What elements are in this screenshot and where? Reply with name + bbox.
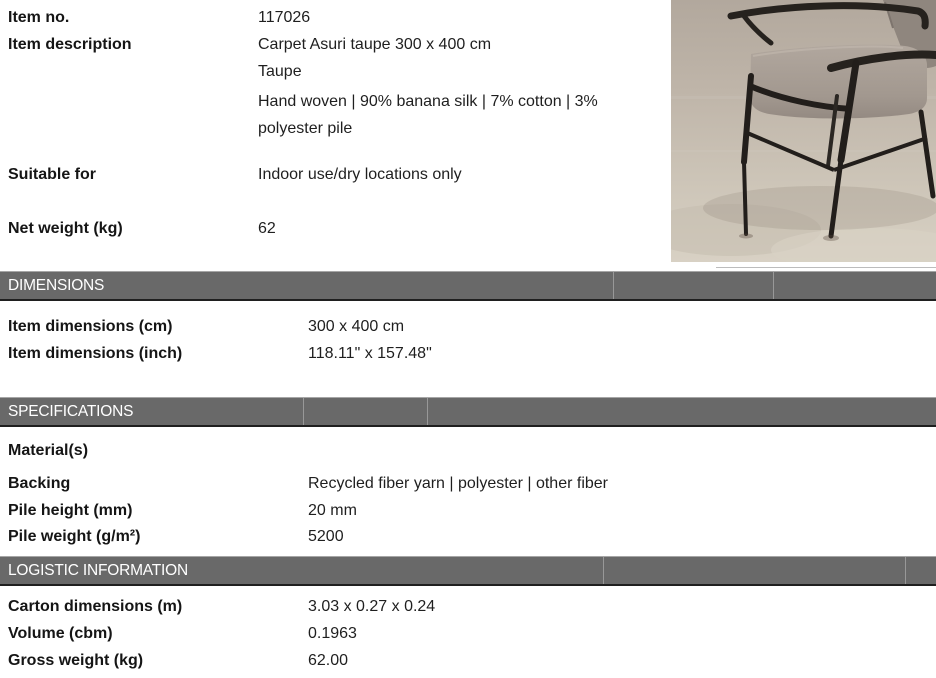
item-dimensions-cm-value: 300 x 400 cm — [308, 318, 405, 335]
column-divider — [773, 272, 774, 299]
column-divider — [603, 557, 604, 584]
suitable-for-label: Suitable for — [8, 166, 97, 183]
net-weight-value: 62 — [258, 220, 276, 237]
pile-height-label: Pile height (mm) — [8, 502, 133, 519]
item-description-line-1: Carpet Asuri taupe 300 x 400 cm — [258, 36, 492, 53]
section-header-dimensions — [0, 271, 936, 301]
column-divider — [427, 398, 428, 425]
product-photo — [671, 0, 936, 262]
materials-label: Material(s) — [8, 442, 89, 459]
carton-dimensions-value: 3.03 x 0.27 x 0.24 — [308, 598, 436, 615]
gross-weight-label: Gross weight (kg) — [8, 652, 144, 669]
dimensions-title: DIMENSIONS — [8, 277, 105, 294]
item-description-label: Item description — [8, 36, 132, 53]
gross-weight-value: 62.00 — [308, 652, 349, 669]
pile-weight-value: 5200 — [308, 528, 344, 545]
section-header-specifications — [0, 397, 936, 427]
pile-height-value: 20 mm — [308, 502, 357, 519]
volume-value: 0.1963 — [308, 625, 357, 642]
logistic-information-title: LOGISTIC INFORMATION — [8, 562, 188, 579]
suitable-for-value: Indoor use/dry locations only — [258, 166, 462, 183]
section-header-logistic-information — [0, 556, 936, 586]
item-no-label: Item no. — [8, 9, 70, 26]
backing-value: Recycled fiber yarn | polyester | other fiber — [308, 475, 608, 492]
carton-dimensions-label: Carton dimensions (m) — [8, 598, 183, 615]
column-divider — [303, 398, 304, 425]
item-no-value: 117026 — [258, 9, 311, 26]
specifications-title: SPECIFICATIONS — [8, 403, 134, 420]
armchair-illustration — [671, 0, 936, 262]
column-divider — [613, 272, 614, 299]
volume-label: Volume (cbm) — [8, 625, 113, 642]
item-dimensions-inch-value: 118.11" x 157.48" — [308, 345, 432, 362]
photo-underline — [716, 267, 936, 268]
item-description-line-3: Hand woven | 90% banana silk | 7% cotton | 3% polyester pile — [258, 93, 598, 137]
backing-label: Backing — [8, 475, 71, 492]
item-dimensions-inch-label: Item dimensions (inch) — [8, 345, 183, 362]
item-dimensions-cm-label: Item dimensions (cm) — [8, 318, 173, 335]
item-description-line-2: Taupe — [258, 63, 302, 80]
column-divider — [905, 557, 906, 584]
net-weight-label: Net weight (kg) — [8, 220, 123, 237]
pile-weight-label: Pile weight (g/m²) — [8, 528, 141, 545]
